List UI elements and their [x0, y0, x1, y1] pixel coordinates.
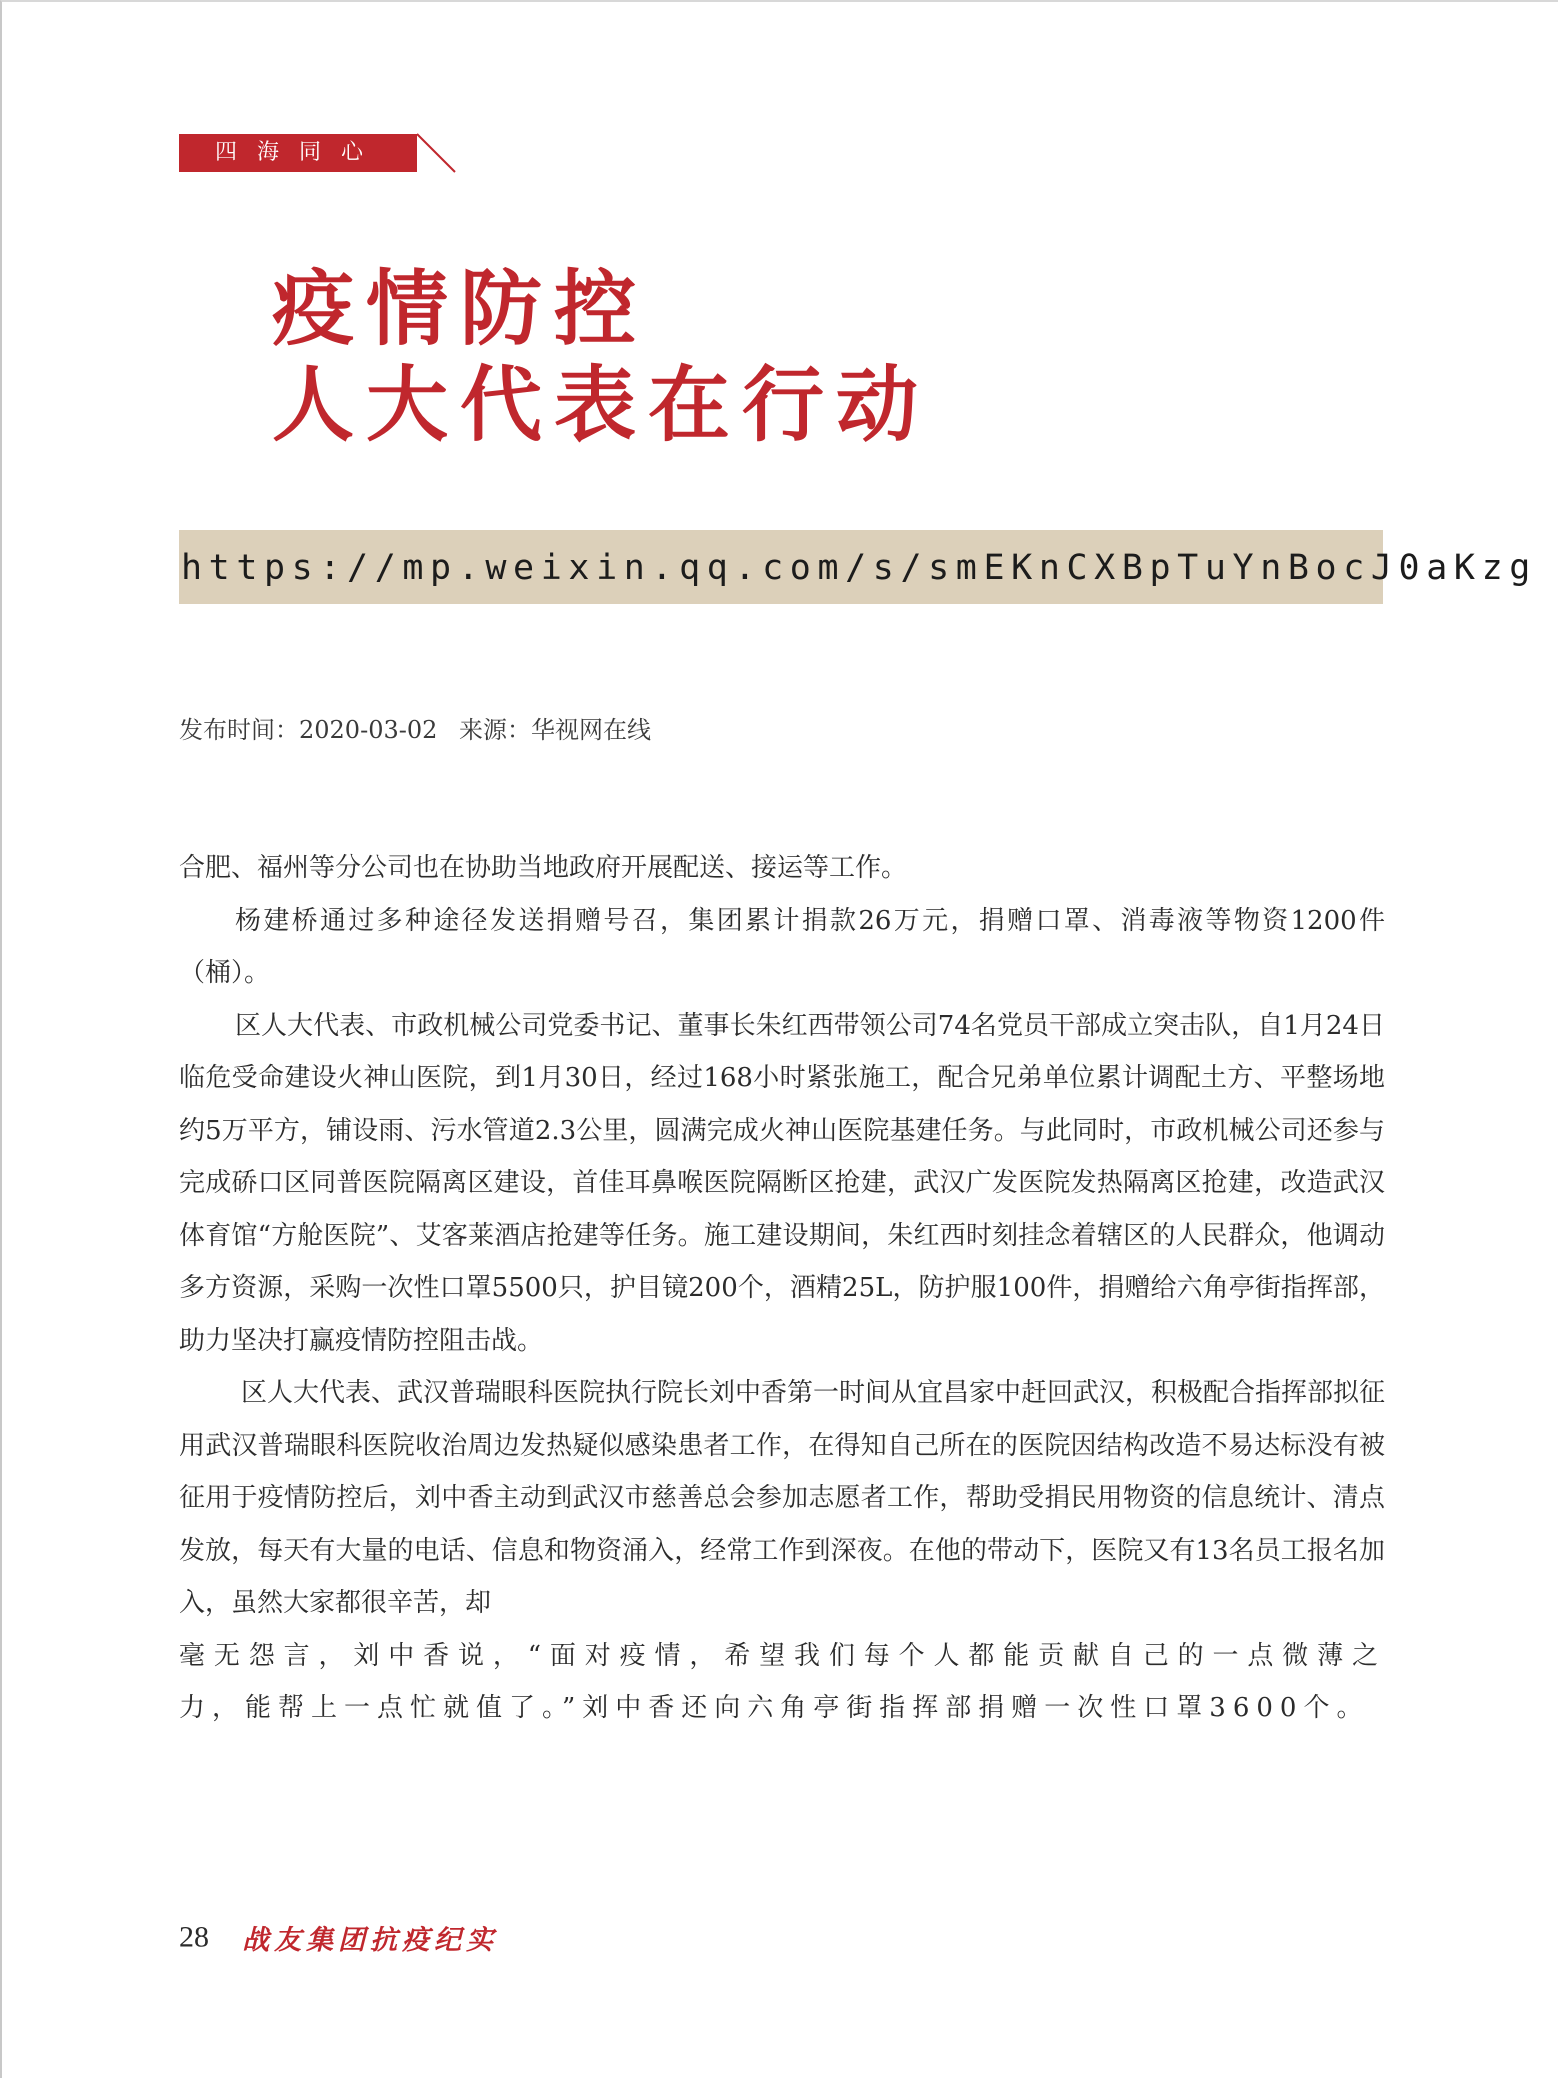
section-tag: 四海同心: [179, 134, 417, 172]
article-meta: [179, 712, 665, 748]
publish-label: 发布时间：: [179, 716, 299, 744]
source-url-banner: [179, 530, 1537, 604]
page-title: [272, 262, 930, 454]
publication-title: 战友集团抗疫纪实: [242, 1925, 499, 1956]
title-line-1: 疫情防控: [272, 262, 649, 357]
page-number: 28: [179, 1920, 209, 1954]
paragraph-3: 区人大代表、市政机械公司党委书记、董事长朱红西带领公司74名党员干部成立突击队，自1月24日临危受命建设火神山医院，到1月30日，经过168小时紧张施工，配合兄弟单位累计调配土方、平整场地约5万平方，铺设雨、污水管道2.3公里，圆满完成火神山医院基建任务。与此同时，市政机械公司还参与完成硚口区同普医院隔离区建设，首佳耳鼻喉医院隔断区抢建，武汉广发医院发热隔离区抢建，改造武汉体育馆“方舱医院”、艾客莱酒店抢建等任务。施工建设期间，朱红西时刻挂念着辖区的人民群众，他调动多方资源，采购一次性口罩5500只，护目镜200个，酒精25L，防护服100件，捐赠给六角亭街指挥部，助力坚决打赢疫情防控阻击战。: [179, 1010, 1385, 1356]
paragraph-2: 杨建桥通过多种途径发送捐赠号召，集团累计捐款26万元，捐赠口罩、消毒液等物资1200件（桶）。: [179, 905, 1385, 988]
section-tag-decoration: [417, 134, 457, 174]
source-url[interactable]: https://mp.weixin.qq.com/s/smEKnCXBpTuYnBocJ0aKzg: [181, 548, 1537, 588]
article-body: [179, 842, 1385, 1735]
source: [459, 716, 651, 744]
source-label: 来源：: [459, 716, 532, 744]
source-value: 华视网在线: [531, 716, 652, 744]
page-footer: [179, 1918, 498, 1957]
paragraph-1: 合肥、福州等分公司也在协助当地政府开展配送、接运等工作。: [179, 853, 908, 883]
publish-time: [179, 716, 437, 744]
paragraph-5: 毫无怨言，刘中香说，“面对疫情，希望我们每个人都能贡献自己的一点微薄之力，能帮上一点忙就值了。”刘中香还向六角亭街指挥部捐赠一次性口罩3600个。: [179, 1640, 1385, 1723]
paragraph-4: 区人大代表、武汉普瑞眼科医院执行院长刘中香第一时间从宜昌家中赶回武汉，积极配合指挥部拟征用武汉普瑞眼科医院收治周边发热疑似感染患者工作，在得知自己所在的医院因结构改造不易达标没有被征用于疫情防控后，刘中香主动到武汉市慈善总会参加志愿者工作，帮助受捐民用物资的信息统计、清点发放，每天有大量的电话、信息和物资涌入，经常工作到深夜。在他的带动下，医院又有13名员工报名加入，虽然大家都很辛苦，却: [179, 1378, 1386, 1618]
title-line-2: 人大代表在行动: [272, 358, 931, 453]
publish-date: 2020-03-02: [299, 716, 438, 744]
